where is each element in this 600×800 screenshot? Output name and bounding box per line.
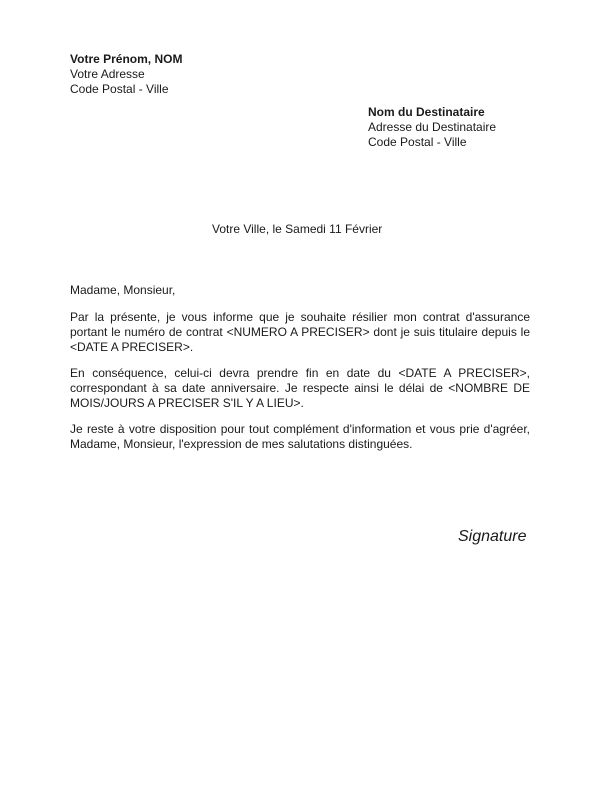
sender-block (70, 52, 182, 97)
recipient-address: Adresse du Destinataire (368, 120, 497, 134)
signature-label: Signature (458, 528, 527, 545)
letter-body (70, 283, 530, 463)
date-line: Votre Ville, le Samedi 11 Février (212, 222, 383, 236)
sender-name: Votre Prénom, NOM (70, 52, 183, 66)
body-paragraph-2: En conséquence, celui-ci devra prendre fin en date du <DATE A PRECISER>, correspondant à sa date anniversaire. Je respecte ainsi le délai de <NOMBRE DE MOIS/JOURS A PRECISER S'IL Y A LIEU>. (70, 366, 530, 410)
sender-address: Votre Adresse (70, 67, 145, 81)
body-paragraph-1: Par la présente, je vous informe que je souhaite résilier mon contrat d'assurance portant le numéro de contrat <NUMERO A PRECISER> dont je suis titulaire depuis le <DATE A PRECISER>. (70, 310, 530, 354)
recipient-block (368, 105, 496, 150)
salutation: Madame, Monsieur, (70, 283, 176, 297)
sender-city: Code Postal - Ville (70, 82, 169, 96)
recipient-name: Nom du Destinataire (368, 105, 485, 119)
recipient-city: Code Postal - Ville (368, 135, 467, 149)
body-paragraph-3: Je reste à votre disposition pour tout complément d'information et vous prie d'agréer, Madame, Monsieur, l'expression de mes salutations distinguées. (70, 422, 530, 451)
